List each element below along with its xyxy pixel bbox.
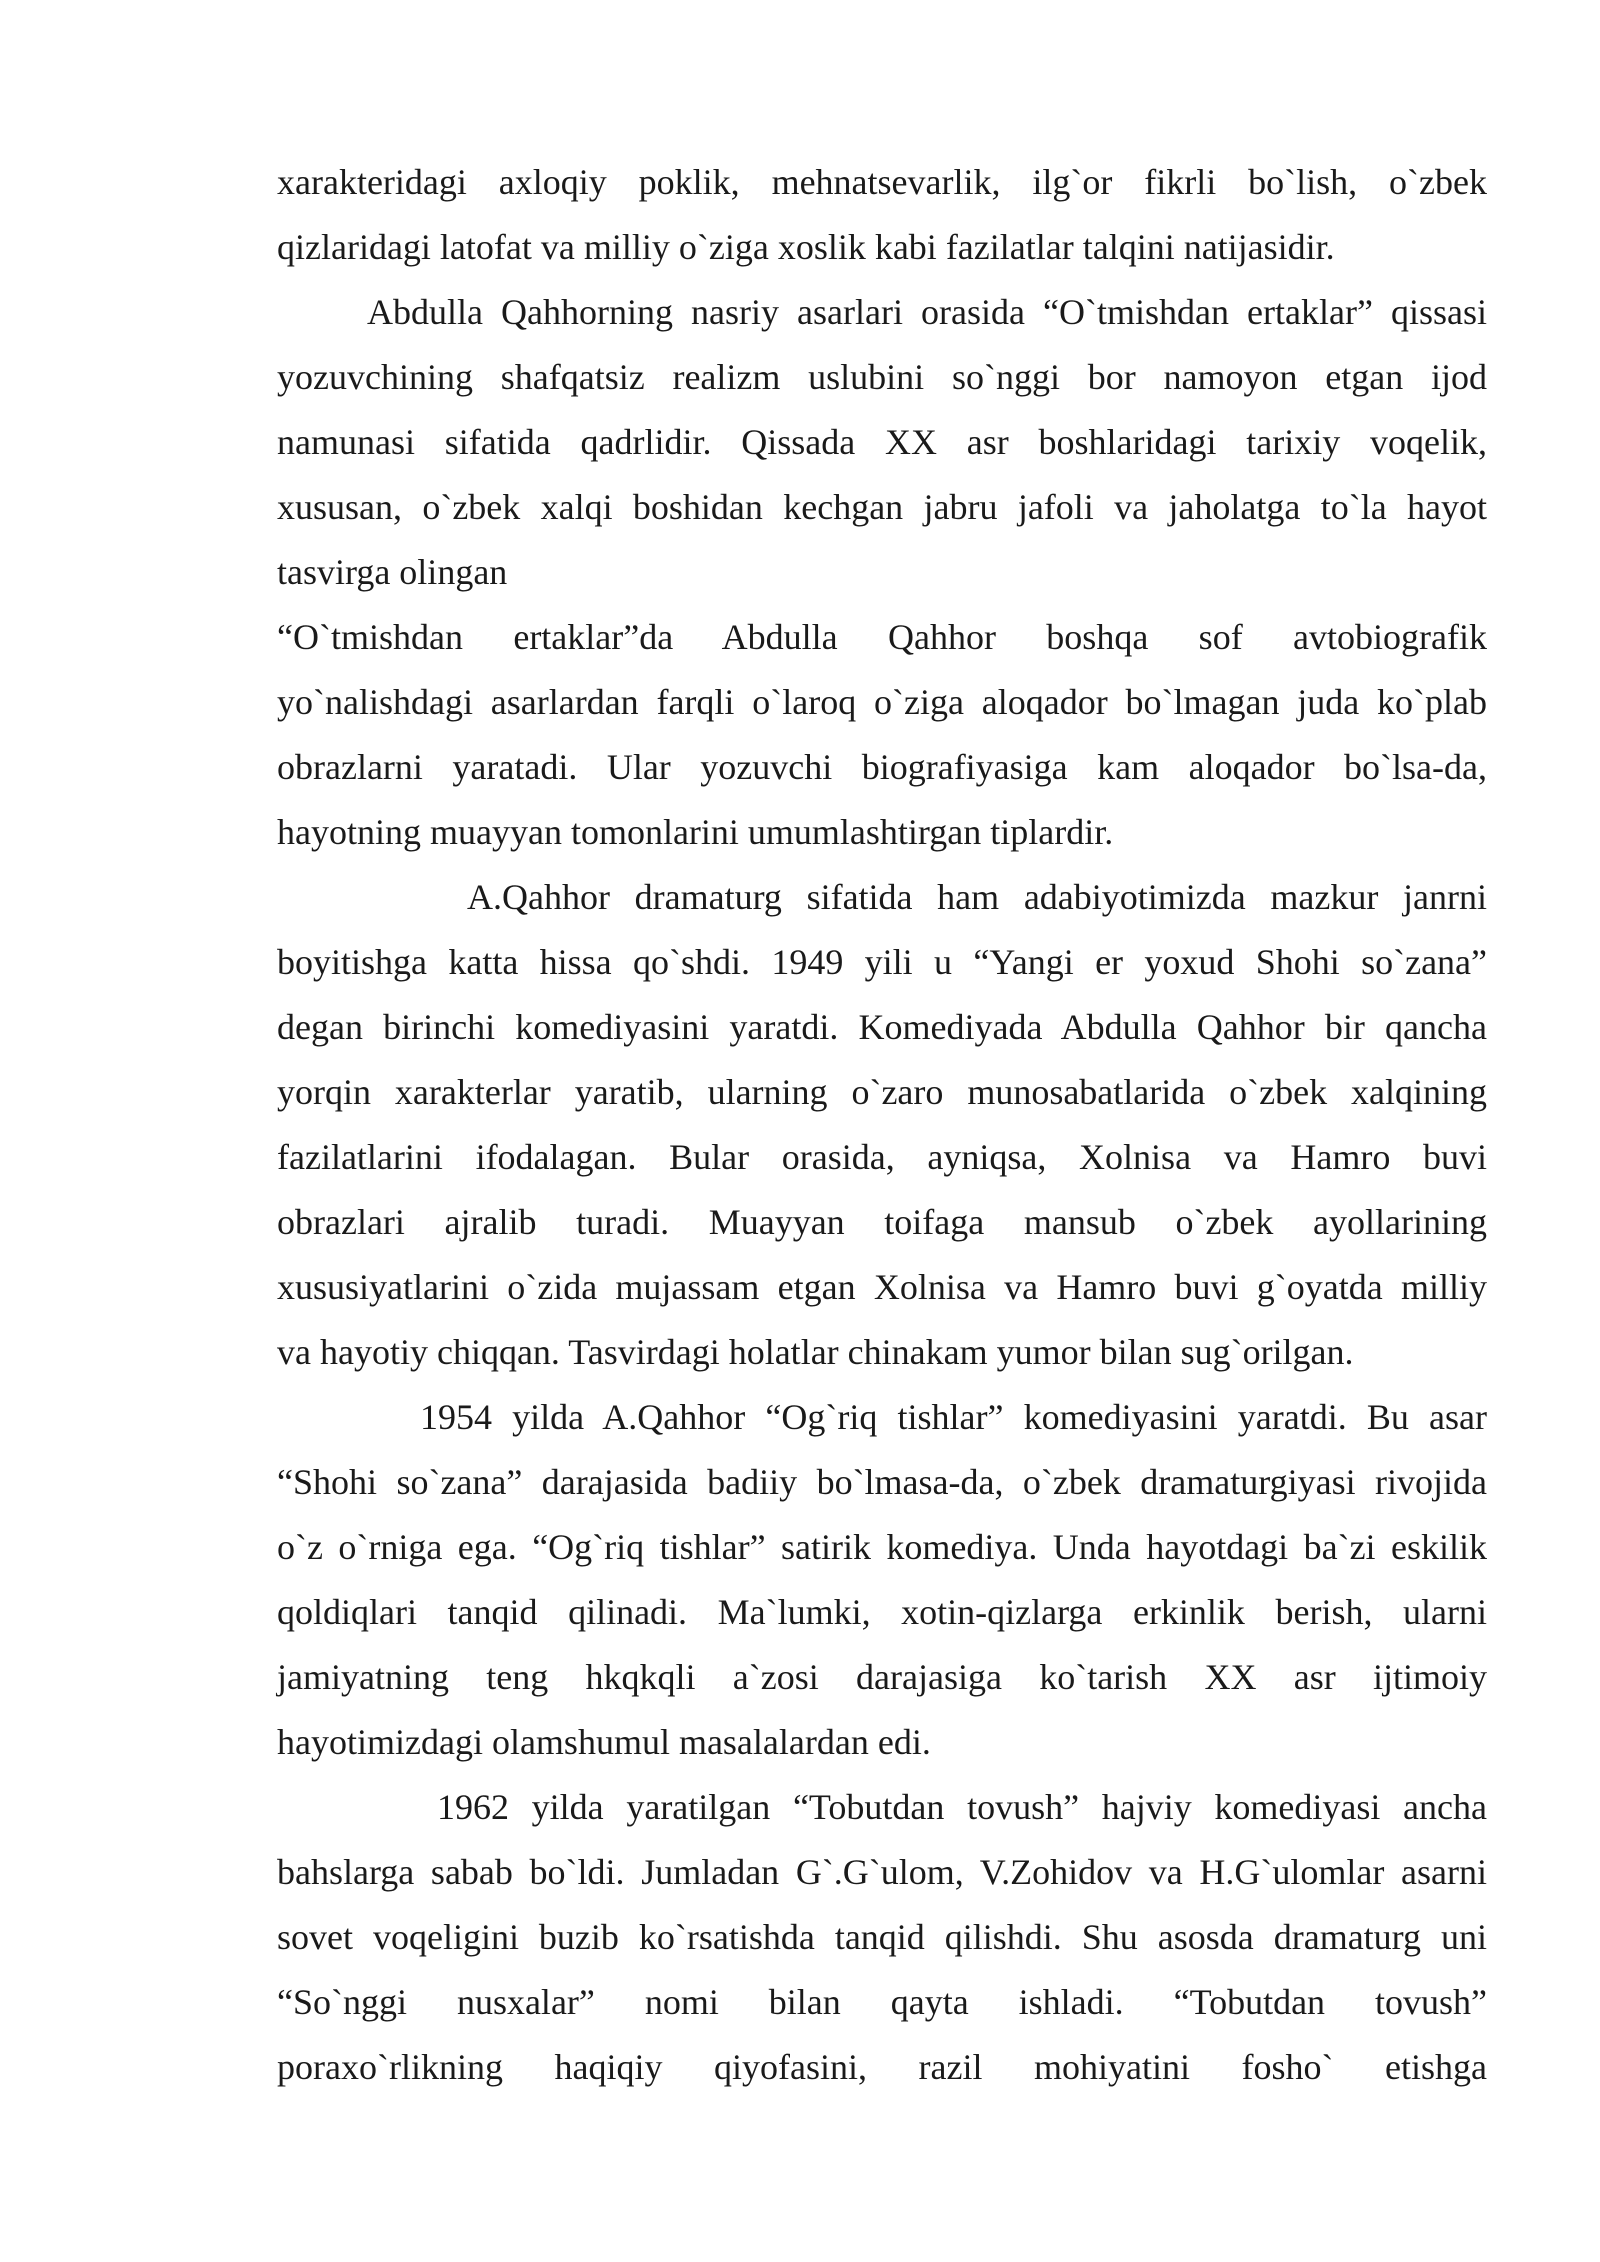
paragraph-start-line: 1962 yilda yaratilgan “Tobutdan tovush” hajviy komediyasi ancha — [437, 1787, 1487, 1827]
text-line: yorqin xarakterlar yaratib, ularning o`zaro munosabatlarida o`zbek xalqining — [277, 1072, 1487, 1112]
text-line: hayotimizdagi olamshumul masalalardan edi. — [277, 1722, 931, 1762]
text-line: obrazlarni yaratadi. Ular yozuvchi biografiyasiga kam aloqador bo`lsa-da, — [277, 747, 1487, 787]
text-line: va hayotiy chiqqan. Tasvirdagi holatlar chinakam yumor bilan sug`orilgan. — [277, 1332, 1354, 1372]
text-line: hayotning muayyan tomonlarini umumlashtirgan tiplardir. — [277, 812, 1114, 852]
text-line: qoldiqlari tanqid qilinadi. Ma`lumki, xotin-qizlarga erkinlik berish, ularni — [277, 1592, 1487, 1632]
text-line: “So`nggi nusxalar” nomi bilan qayta ishladi. “Tobutdan tovush” — [277, 1982, 1487, 2022]
text-line: obrazlari ajralib turadi. Muayyan toifaga mansub o`zbek ayollarining — [277, 1202, 1487, 1242]
text-line: xususiyatlarini o`zida mujassam etgan Xolnisa va Hamro buvi g`oyatda milliy — [277, 1267, 1487, 1307]
text-line: poraxo`rlikning haqiqiy qiyofasini, razil mohiyatini fosho` etishga — [277, 2047, 1487, 2087]
text-line: boyitishga katta hissa qo`shdi. 1949 yili u “Yangi er yoxud Shohi so`zana” — [277, 942, 1487, 982]
text-line: “Shohi so`zana” darajasida badiiy bo`lmasa-da, o`zbek dramaturgiyasi rivojida — [277, 1462, 1487, 1502]
text-line: tasvirga olingan — [277, 552, 508, 592]
paragraph-start-line: “O`tmishdan ertaklar”da Abdulla Qahhor boshqa sof avtobiografik — [277, 617, 1487, 657]
body-text — [277, 150, 1487, 2100]
text-line: xususan, o`zbek xalqi boshidan kechgan jabru jafoli va jaholatga to`la hayot — [277, 487, 1487, 527]
text-line: qizlaridagi latofat va milliy o`ziga xoslik kabi fazilatlar talqini natijasidir. — [277, 227, 1335, 267]
text-line: yo`nalishdagi asarlardan farqli o`laroq o`ziga aloqador bo`lmagan juda ko`plab — [277, 682, 1487, 722]
paragraph-start-line: 1954 yilda A.Qahhor “Og`riq tishlar” komediyasini yaratdi. Bu asar — [420, 1397, 1487, 1437]
text-line: jamiyatning teng hkqkqli a`zosi darajasiga ko`tarish XX asr ijtimoiy — [277, 1657, 1487, 1697]
text-line: sovet voqeligini buzib ko`rsatishda tanqid qilishdi. Shu asosda dramaturg uni — [277, 1917, 1487, 1957]
text-line: bahslarga sabab bo`ldi. Jumladan G`.G`ulom, V.Zohidov va H.G`ulomlar asarni — [277, 1852, 1487, 1892]
text-line: xarakteridagi axloqiy poklik, mehnatsevarlik, ilg`or fikrli bo`lish, o`zbek — [277, 162, 1487, 202]
text-line: degan birinchi komediyasini yaratdi. Komediyada Abdulla Qahhor bir qancha — [277, 1007, 1487, 1047]
paragraph-start-line: A.Qahhor dramaturg sifatida ham adabiyotimizda mazkur janrni — [467, 877, 1487, 917]
text-line: fazilatlarini ifodalagan. Bular orasida, ayniqsa, Xolnisa va Hamro buvi — [277, 1137, 1487, 1177]
text-line: o`z o`rniga ega. “Og`riq tishlar” satirik komediya. Unda hayotdagi ba`zi eskilik — [277, 1527, 1487, 1567]
text-line: yozuvchining shafqatsiz realizm uslubini so`nggi bor namoyon etgan ijod — [277, 357, 1487, 397]
text-line: namunasi sifatida qadrlidir. Qissada XX asr boshlaridagi tarixiy voqelik, — [277, 422, 1487, 462]
paragraph-start-line: Abdulla Qahhorning nasriy asarlari orasida “O`tmishdan ertaklar” qissasi — [367, 292, 1487, 332]
